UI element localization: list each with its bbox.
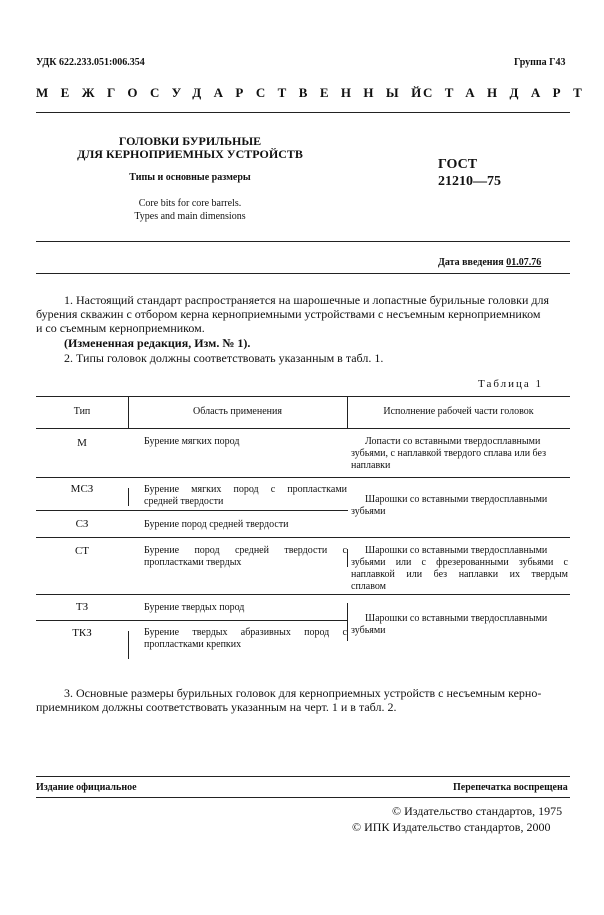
area-cell [144,519,347,531]
area-line: пропластками твердых [144,557,242,568]
type-cell: ТЗ [75,601,89,613]
doc-subtitle: Типы и основные размеры [129,172,251,183]
execution-cell [351,436,568,472]
title-rule [36,241,570,242]
execution-line: Шарошки со вставными твердосплавными [365,545,548,556]
area-line: Бурение мягких пород [144,436,240,447]
area-line: Бурение мягких пород с пропластками [144,484,347,495]
doc-title [70,135,310,161]
area-line: Бурение пород средней твердости [144,519,289,530]
area-cell [144,602,347,614]
body-col-divider [128,631,129,659]
area-line: пропластками крепких [144,639,242,650]
row-separator [36,477,570,478]
intro-date-label: Дата введения [438,257,504,268]
udk-code: УДК 622.233.051:006.354 [36,57,145,68]
execution-cell [351,613,568,637]
banner-interstate: МЕЖГОСУДАРСТВЕННЫЙ [36,85,434,100]
type-cell: СТ [74,545,90,557]
body-col-divider [128,488,129,506]
area-cell [144,484,347,508]
banner-standard: СТАНДАРТ [423,85,595,100]
body-col-divider [347,603,348,641]
type-cell: М [77,437,87,449]
group-code: Группа Г43 [514,57,566,68]
area-line: Бурение пород средней твердости с [144,545,347,556]
row-separator [36,594,570,595]
table-header-rule [36,428,570,429]
execution-line: сплавом [351,581,387,592]
intro-date-value: 01.07.76 [506,257,542,268]
area-cell [144,627,347,651]
row-separator [36,537,570,538]
footer-rule-2 [36,797,570,798]
header-rule [36,112,570,113]
execution-cell [351,545,568,593]
header-type: Тип [73,406,91,417]
execution-cell [351,494,568,518]
p3-line-2: приемником должны соответствовать указанным на черт. 1 и в табл. 2. [36,700,397,714]
area-cell [144,436,347,448]
type-cell: МСЗ [70,483,94,495]
execution-line: зубьями или с фрезерованными зубьями с [351,557,568,568]
execution-line: наплавкой или без наплавки их твердым [351,569,568,580]
english-title [70,197,310,223]
type-cell: ТКЗ [72,627,92,639]
row-separator [36,510,348,511]
row-separator [36,620,348,621]
title-line-1: ГОЛОВКИ БУРИЛЬНЫЕ [118,134,262,148]
execution-line: Шарошки со вставными твердосплавными [365,494,548,505]
area-line: Бурение твердых абразивных пород с [144,627,347,638]
body-col-divider [347,549,348,567]
header-execution: Исполнение рабочей части головок [383,406,534,417]
official-edition: Издание официальное [36,782,137,793]
paragraph-1 [36,293,568,335]
paragraph-2: 2. Типы головок должны соответствовать указанным в табл. 1. [64,351,384,365]
date-rule [36,273,570,274]
gost-label: ГОСТ [438,157,478,172]
gost-number: 21210—75 [438,174,501,189]
english-line-2: Types and main dimensions [134,211,246,222]
area-line: Бурение твердых пород [144,602,245,613]
p1-line-2: бурения скважин с отбором керна керноприемными устройствами с несъемным керноприемником [36,307,541,321]
type-cell: СЗ [75,518,89,530]
execution-line: зубьями [351,506,386,517]
paragraph-3 [36,686,568,714]
area-cell [144,545,347,569]
execution-line: Лопасти со вставными твердосплавными [365,436,541,447]
area-line: средней твердости [144,496,224,507]
table-caption: Таблица 1 [478,378,544,390]
intro-date [438,257,541,268]
copyright-1: © Издательство стандартов, 1975 [392,804,563,818]
header-area: Область применения [193,406,282,417]
p3-line-1: 3. Основные размеры бурильных головок для керноприемных устройств с несъемным керно- [64,686,542,700]
execution-line: зубьями [351,625,386,636]
execution-line: зубьями, с наплавкой твердого сплава или без [351,448,547,459]
execution-line: наплавки [351,460,391,471]
amendment-note: (Измененная редакция, Изм. № 1). [64,336,251,350]
reprint-prohibited: Перепечатка воспрещена [453,782,568,793]
footer-rule [36,776,570,777]
table-top-rule [36,396,570,397]
p1-line-1: 1. Настоящий стандарт распространяется на шарошечные и лопастные бурильные головки для [64,293,549,307]
english-line-1: Core bits for core barrels. [138,198,242,209]
execution-line: Шарошки со вставными твердосплавными [365,613,548,624]
p1-line-3: и со съемным керноприемником. [36,321,205,335]
copyright-2: © ИПК Издательство стандартов, 2000 [352,820,551,834]
title-line-2: ДЛЯ КЕРНОПРИЕМНЫХ УСТРОЙСТВ [77,147,303,161]
